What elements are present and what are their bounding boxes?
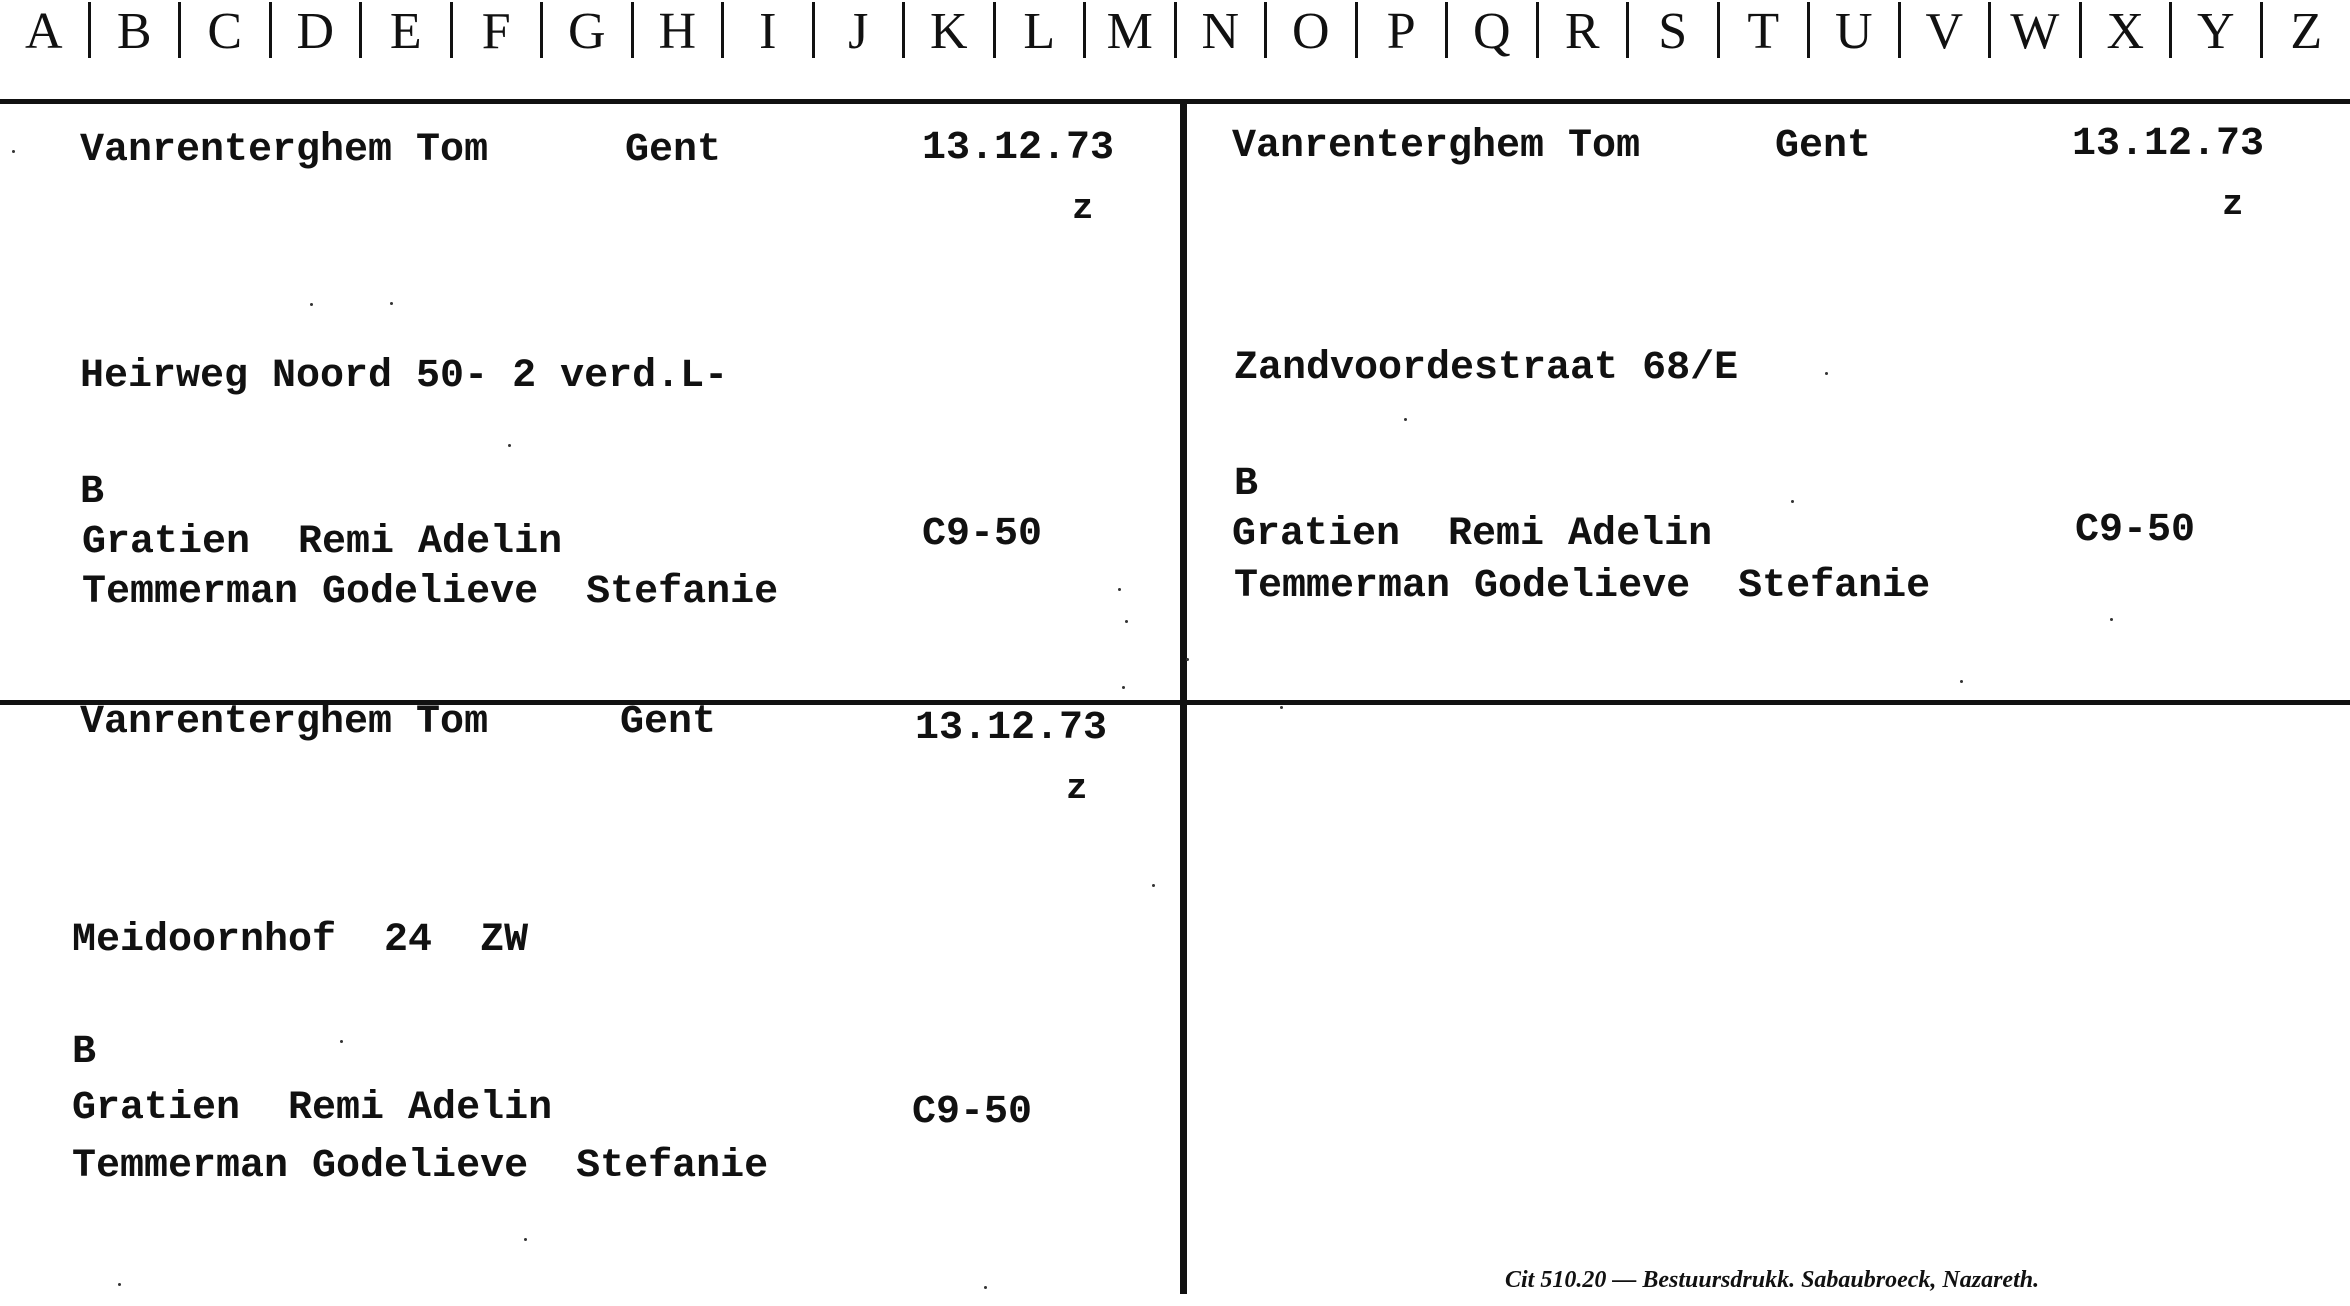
alphabet-letter-k: K xyxy=(905,2,996,58)
printer-imprint: Cit 510.20 — Bestuursdrukk. Sabaubroeck, Nazareth. xyxy=(1505,1267,2040,1293)
card-place: Gent xyxy=(620,700,717,745)
alphabet-letter-n: N xyxy=(1177,2,1268,58)
alphabet-letter-p: P xyxy=(1358,2,1449,58)
alphabet-letter-t: T xyxy=(1720,2,1811,58)
alphabet-letter-c: C xyxy=(181,2,272,58)
card-date: 13.12.73 xyxy=(915,706,1108,751)
card-address: Zandvoordestraat 68/E xyxy=(1234,346,1739,391)
alphabet-letter-d: D xyxy=(272,2,363,58)
card-date: 13.12.73 xyxy=(922,126,1115,171)
alphabet-letter-e: E xyxy=(362,2,453,58)
vertical-divider xyxy=(1180,104,1187,1294)
card-date: 13.12.73 xyxy=(2072,122,2265,167)
alphabet-letter-g: G xyxy=(543,2,634,58)
card-place: Gent xyxy=(1775,124,1872,169)
alphabet-letter-o: O xyxy=(1267,2,1358,58)
card-code: C9-50 xyxy=(912,1090,1033,1135)
card-mother: Temmerman Godelieve Stefanie xyxy=(72,1144,769,1189)
alphabet-letter-x: X xyxy=(2082,2,2173,58)
card-letter: B xyxy=(72,1030,97,1075)
card-mother: Temmerman Godelieve Stefanie xyxy=(1234,564,1931,609)
card-mark: z xyxy=(2222,184,2244,225)
alphabet-letter-w: W xyxy=(1991,2,2082,58)
card-mark: z xyxy=(1066,768,1088,809)
card-address: Meidoornhof 24 ZW xyxy=(72,918,529,963)
card-name: Vanrenterghem Tom xyxy=(80,700,489,745)
alphabet-letter-u: U xyxy=(1810,2,1901,58)
alphabet-letter-v: V xyxy=(1901,2,1992,58)
card-code: C9-50 xyxy=(2075,508,2196,553)
card-father: Gratien Remi Adelin xyxy=(1232,512,1713,557)
card-address: Heirweg Noord 50- 2 verd.L- xyxy=(80,354,729,399)
alphabet-letter-i: I xyxy=(724,2,815,58)
alphabet-index xyxy=(0,0,2350,104)
card-code: C9-50 xyxy=(922,512,1043,557)
alphabet-letter-q: Q xyxy=(1448,2,1539,58)
alphabet-letter-f: F xyxy=(453,2,544,58)
card-mother: Temmerman Godelieve Stefanie xyxy=(82,570,779,615)
alphabet-letter-l: L xyxy=(996,2,1087,58)
card-father: Gratien Remi Adelin xyxy=(82,520,563,565)
alphabet-letter-a: A xyxy=(0,2,91,58)
alphabet-letter-r: R xyxy=(1539,2,1630,58)
card-place: Gent xyxy=(625,128,722,173)
alphabet-letter-m: M xyxy=(1086,2,1177,58)
card-letter: B xyxy=(80,470,105,515)
card-mark: z xyxy=(1072,188,1094,229)
alphabet-letter-j: J xyxy=(815,2,906,58)
card-father: Gratien Remi Adelin xyxy=(72,1086,553,1131)
alphabet-letter-h: H xyxy=(634,2,725,58)
alphabet-letter-b: B xyxy=(91,2,182,58)
card-letter: B xyxy=(1234,462,1259,507)
card-name: Vanrenterghem Tom xyxy=(80,128,489,173)
alphabet-letter-z: Z xyxy=(2290,3,2323,60)
card-name: Vanrenterghem Tom xyxy=(1232,124,1641,169)
alphabet-letter-s: S xyxy=(1629,2,1720,58)
alphabet-letter-y: Y xyxy=(2172,2,2263,58)
